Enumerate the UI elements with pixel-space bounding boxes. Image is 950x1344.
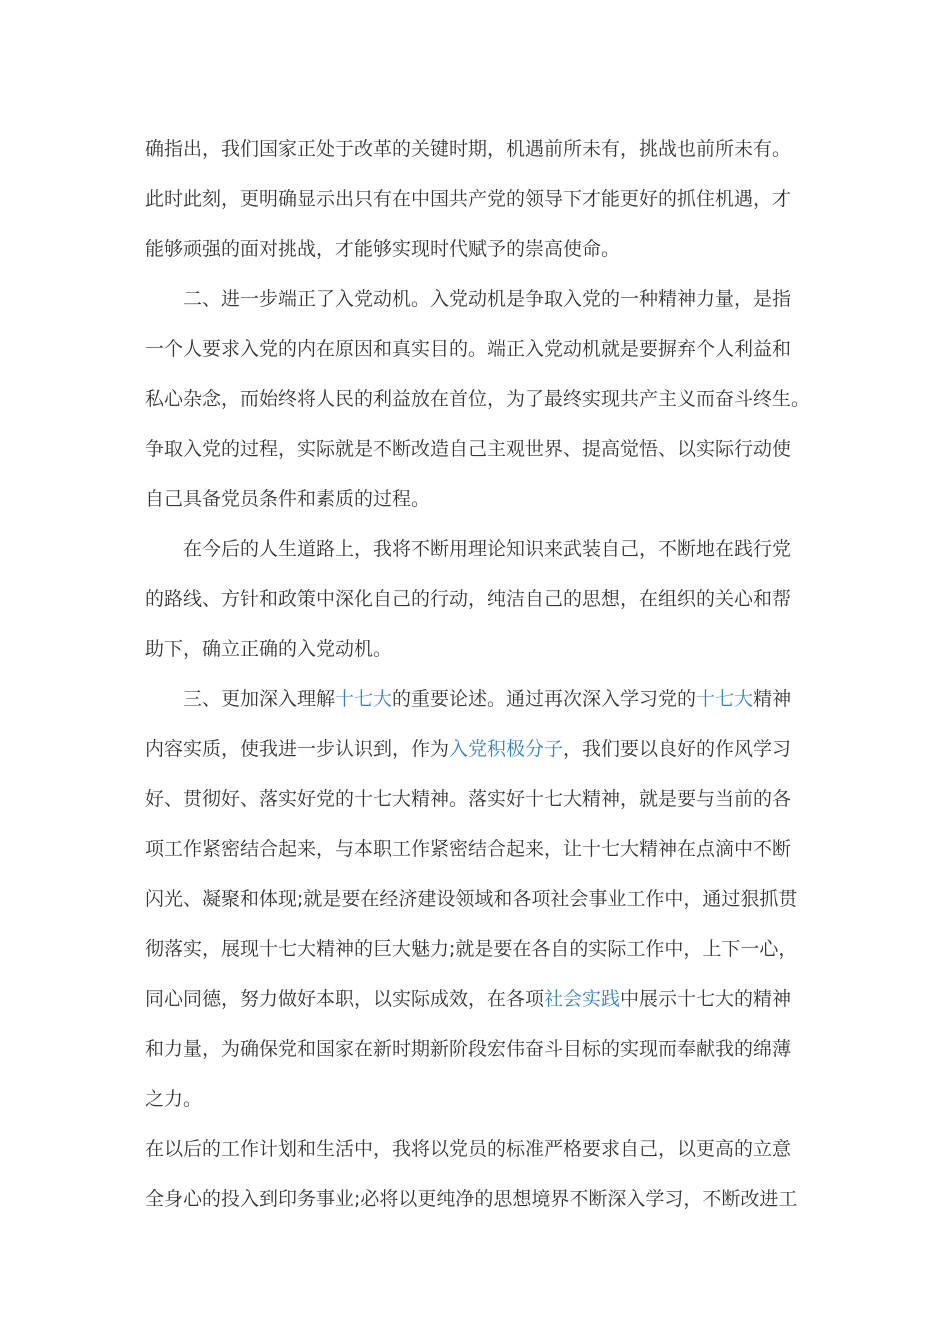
text-line	[145, 574, 810, 624]
text-line	[145, 174, 810, 224]
text-line	[145, 774, 810, 824]
text-line	[145, 824, 810, 874]
text-segment: 私心杂念，而始终将人民的利益放在首位，为了最终实现共产主义而奋斗终生。	[145, 388, 811, 410]
text-segment: 闪光、凝聚和体现;就是要在经济建设领域和各项社会事业工作中，通过狠抓贯	[145, 888, 798, 910]
text-line	[145, 224, 810, 274]
text-line	[145, 1024, 810, 1074]
text-segment: 好、贯彻好、落实好党的十七大精神。落实好十七大精神，就是要与当前的各	[145, 788, 792, 810]
text-line	[145, 524, 810, 574]
text-segment: 之力。	[145, 1088, 203, 1110]
text-line	[145, 1074, 810, 1124]
text-line	[145, 324, 810, 374]
text-segment: 和力量，为确保党和国家在新时期新阶段宏伟奋斗目标的实现而奉献我的绵薄	[145, 1038, 792, 1060]
text-line	[145, 424, 810, 474]
keyword-link[interactable]: 社会实践	[544, 988, 621, 1010]
text-segment: 的重要论述。通过再次深入学习党的	[392, 688, 697, 710]
text-line	[145, 1124, 810, 1174]
text-line	[145, 974, 810, 1024]
text-segment: 一个人要求入党的内在原因和真实目的。端正入党动机就是要摒弃个人利益和	[145, 338, 792, 360]
text-segment: 精神	[753, 688, 792, 710]
text-segment: ，我们要以良好的作风学习	[563, 738, 792, 760]
text-segment: 同心同德，努力做好本职，以实际成效，在各项	[145, 988, 545, 1010]
text-line	[145, 674, 810, 724]
text-line	[145, 124, 810, 174]
text-segment: 助下，确立正确的入党动机。	[145, 638, 393, 660]
text-segment: 确指出，我们国家正处于改革的关键时期，机遇前所未有，挑战也前所未有。	[145, 138, 792, 160]
text-segment: 能够顽强的面对挑战，才能够实现时代赋予的崇高使命。	[145, 238, 621, 260]
text-segment: 三、更加深入理解	[183, 688, 336, 710]
text-segment: 内容实质，使我进一步认识到，作为	[145, 738, 450, 760]
text-line	[145, 474, 810, 524]
text-segment: 全身心的投入到印务事业;必将以更纯净的思想境界不断深入学习，不断改进工	[145, 1188, 798, 1210]
keyword-link[interactable]: 入党积极分子	[449, 738, 564, 760]
text-segment: 自己具备党员条件和素质的过程。	[145, 488, 431, 510]
keyword-link[interactable]: 十七大	[335, 688, 393, 710]
text-line	[145, 274, 810, 324]
text-line	[145, 924, 810, 974]
text-segment: 在以后的工作计划和生活中，我将以党员的标准严格要求自己，以更高的立意	[145, 1138, 792, 1160]
text-line	[145, 724, 810, 774]
text-segment: 此时此刻，更明确显示出只有在中国共产党的领导下才能更好的抓住机遇，才	[145, 188, 792, 210]
text-segment: 中展示十七大的精神	[620, 988, 792, 1010]
text-segment: 争取入党的过程，实际就是不断改造自己主观世界、提高觉悟、以实际行动使	[145, 438, 792, 460]
text-line	[145, 624, 810, 674]
text-segment: 在今后的人生道路上，我将不断用理论知识来武装自己，不断地在践行党	[183, 538, 792, 560]
text-line	[145, 374, 810, 424]
text-segment: 项工作紧密结合起来，与本职工作紧密结合起来，让十七大精神在点滴中不断	[145, 838, 792, 860]
text-line	[145, 874, 810, 924]
text-segment: 彻落实，展现十七大精神的巨大魅力;就是要在各自的实际工作中，上下一心，	[145, 938, 798, 960]
text-line	[145, 1174, 810, 1224]
keyword-link[interactable]: 十七大	[696, 688, 754, 710]
text-segment: 的路线、方针和政策中深化自己的行动，纯洁自己的思想，在组织的关心和帮	[145, 588, 792, 610]
document-body	[145, 124, 810, 1224]
text-segment: 二、进一步端正了入党动机。入党动机是争取入党的一种精神力量，是指	[183, 288, 792, 310]
